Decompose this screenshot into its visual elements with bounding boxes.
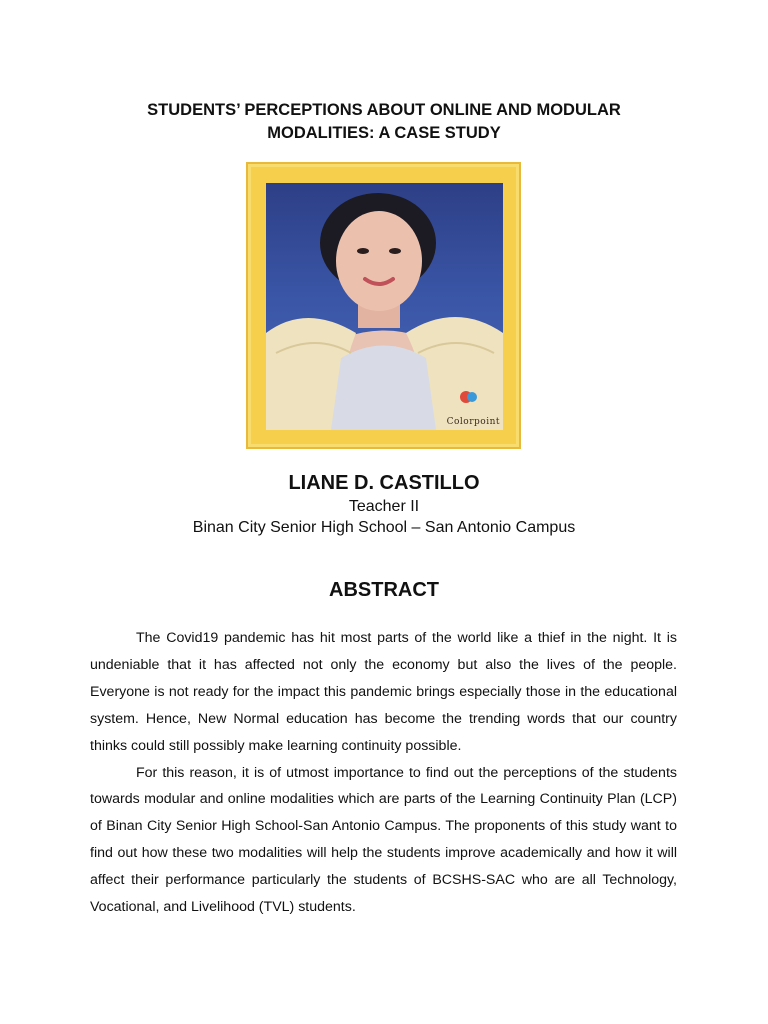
title-line-2: MODALITIES: A CASE STUDY (267, 124, 501, 142)
author-school: Binan City Senior High School – San Antonio Campus (192, 519, 576, 536)
author-name: LIANE D. CASTILLO (288, 472, 480, 494)
author-photo (266, 183, 503, 430)
author-role: Teacher II (348, 498, 420, 515)
abstract-paragraph: The Covid19 pandemic has hit most parts of the world like a thief in the night. It is undeniable that it has affected not only the economy but also the lives of the people. Everyone is not ready for the impact this pandemic brings especially those in the educational system. Hence, New Normal education has become the trending words that our country thinks could still possibly make learning continuity possible. (90, 630, 677, 754)
author-photo-frame (246, 162, 521, 449)
abstract-body (90, 625, 677, 921)
abstract-heading: ABSTRACT (329, 579, 439, 601)
document-title (80, 99, 688, 145)
title-line-1: STUDENTS’ PERCEPTIONS ABOUT ONLINE AND MODULAR (147, 101, 621, 119)
author-block (80, 470, 688, 538)
photo-watermark: Colorpoint (446, 417, 500, 427)
abstract-paragraph: For this reason, it is of utmost importance to find out the perceptions of the students towards modular and online modalities which are parts of the Learning Continuity Plan (LCP) of Binan City Senior High School-San Antonio Campus. The proponents of this study want to find out how these two modalities will help the students improve academically and how it will affect their performance particularly the students of BCSHS-SAC who are all Technology, Vocational, and Livelihood (TVL) students. (90, 764, 677, 916)
portrait-illustration (266, 183, 503, 430)
